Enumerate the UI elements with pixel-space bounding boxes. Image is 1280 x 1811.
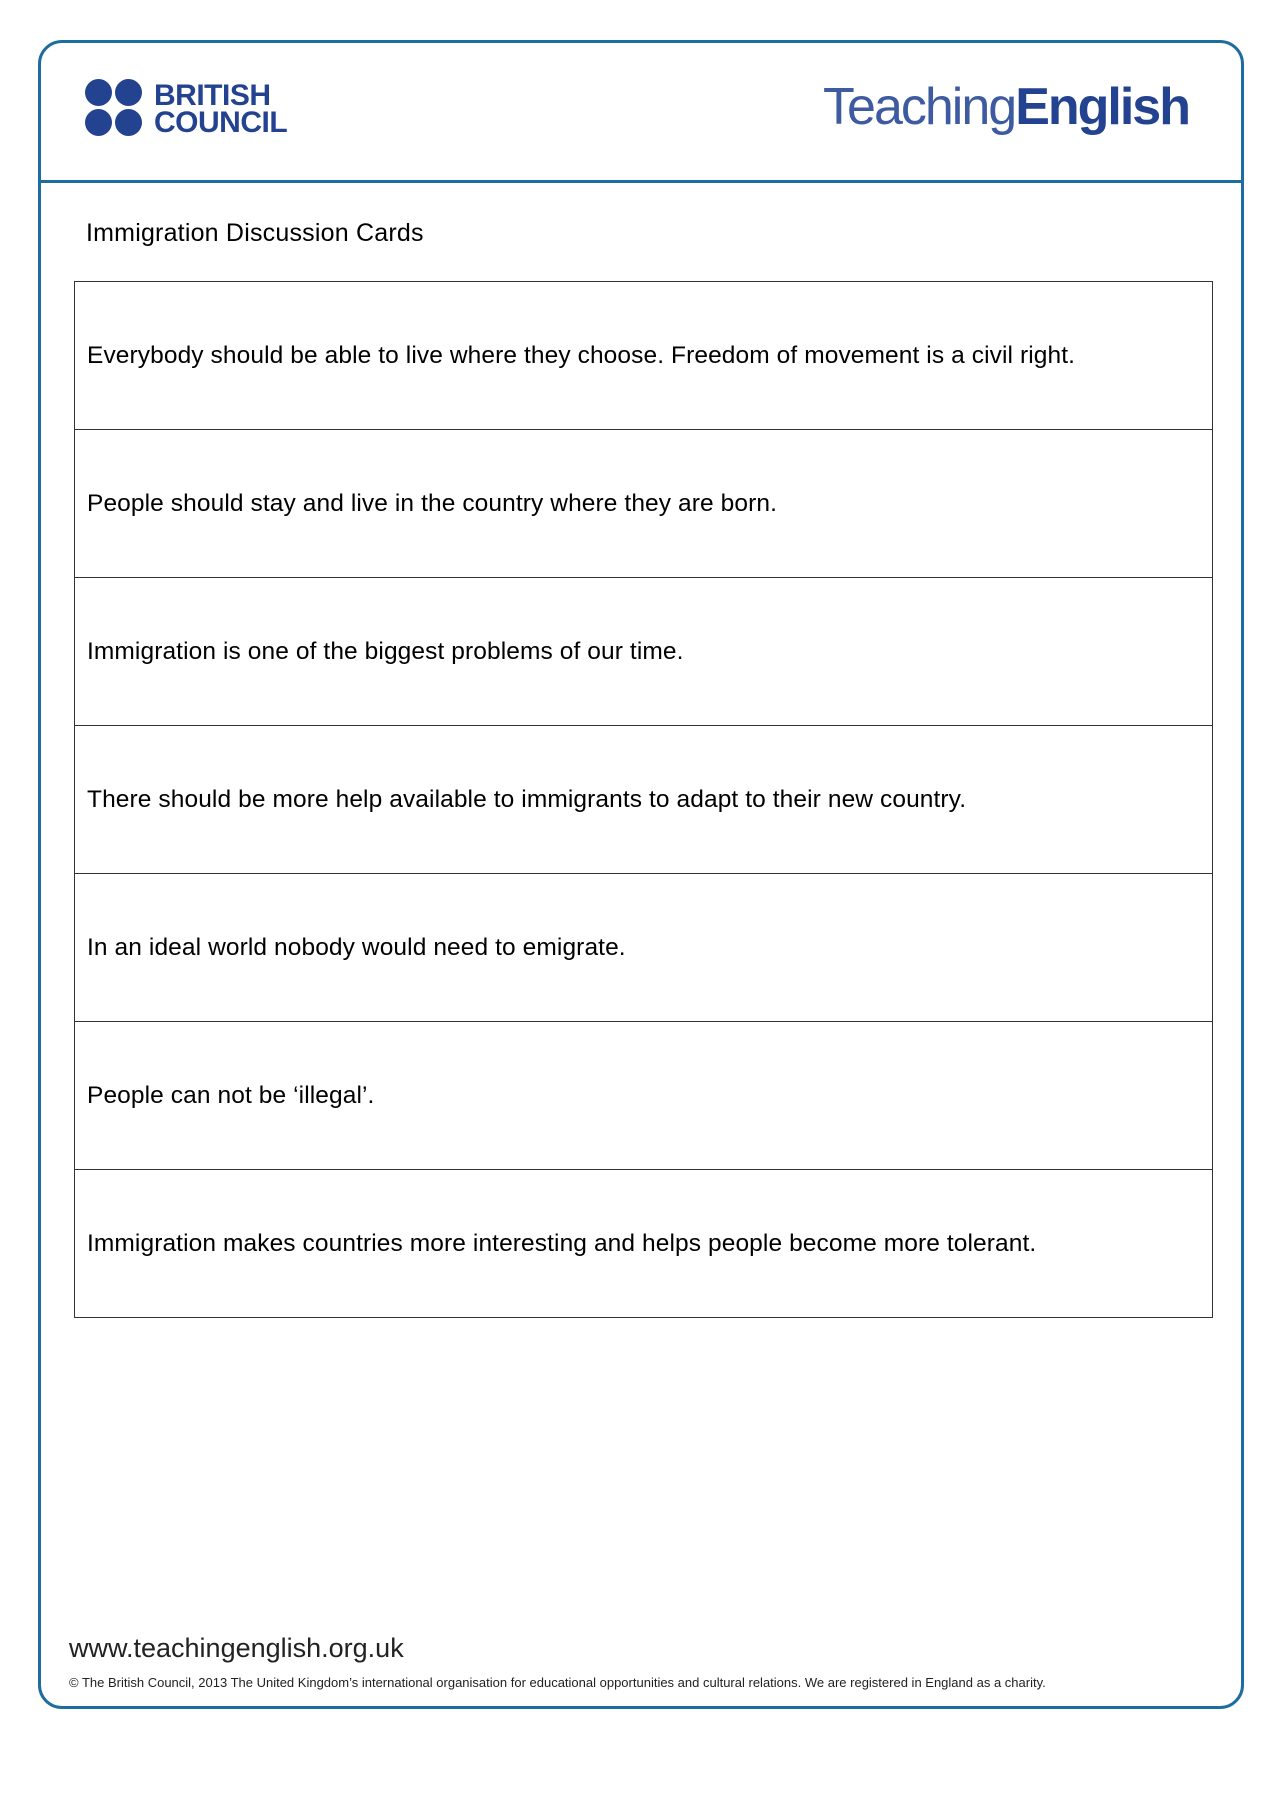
teaching-english-logo — [823, 77, 1189, 137]
footer-copyright: © The British Council, 2013 The United Kingdom’s international organisation for educational opportunities and cultural relations. We are registered in England as a charity. — [69, 1675, 1046, 1690]
british-council-dots-icon — [85, 79, 145, 139]
header — [41, 43, 1241, 183]
card-row — [75, 282, 1213, 430]
teaching-english-light: Teaching — [823, 78, 1016, 136]
card-row — [75, 874, 1213, 1022]
card-text: There should be more help available to immigrants to adapt to their new country. — [75, 726, 1213, 874]
british-council-wordmark — [154, 79, 288, 139]
discussion-cards-table — [74, 281, 1213, 1318]
card-text: Everybody should be able to live where they choose. Freedom of movement is a civil right. — [75, 282, 1213, 430]
card-text: In an ideal world nobody would need to emigrate. — [75, 874, 1213, 1022]
card-text: People can not be ‘illegal’. — [75, 1022, 1213, 1170]
card-text: People should stay and live in the country where they are born. — [75, 430, 1213, 578]
teaching-english-bold: English — [1015, 78, 1189, 136]
british-council-line2: COUNCIL — [154, 106, 288, 139]
page-frame — [38, 40, 1244, 1709]
card-text: Immigration makes countries more interesting and helps people become more tolerant. — [75, 1170, 1213, 1318]
card-row — [75, 1022, 1213, 1170]
card-row — [75, 430, 1213, 578]
british-council-line1: BRITISH — [154, 79, 271, 112]
card-row — [75, 726, 1213, 874]
card-text: Immigration is one of the biggest problems of our time. — [75, 578, 1213, 726]
card-row — [75, 578, 1213, 726]
document-title: Immigration Discussion Cards — [86, 219, 424, 247]
footer-url: www.teachingenglish.org.uk — [69, 1633, 404, 1663]
card-row — [75, 1170, 1213, 1318]
british-council-logo — [85, 79, 287, 139]
